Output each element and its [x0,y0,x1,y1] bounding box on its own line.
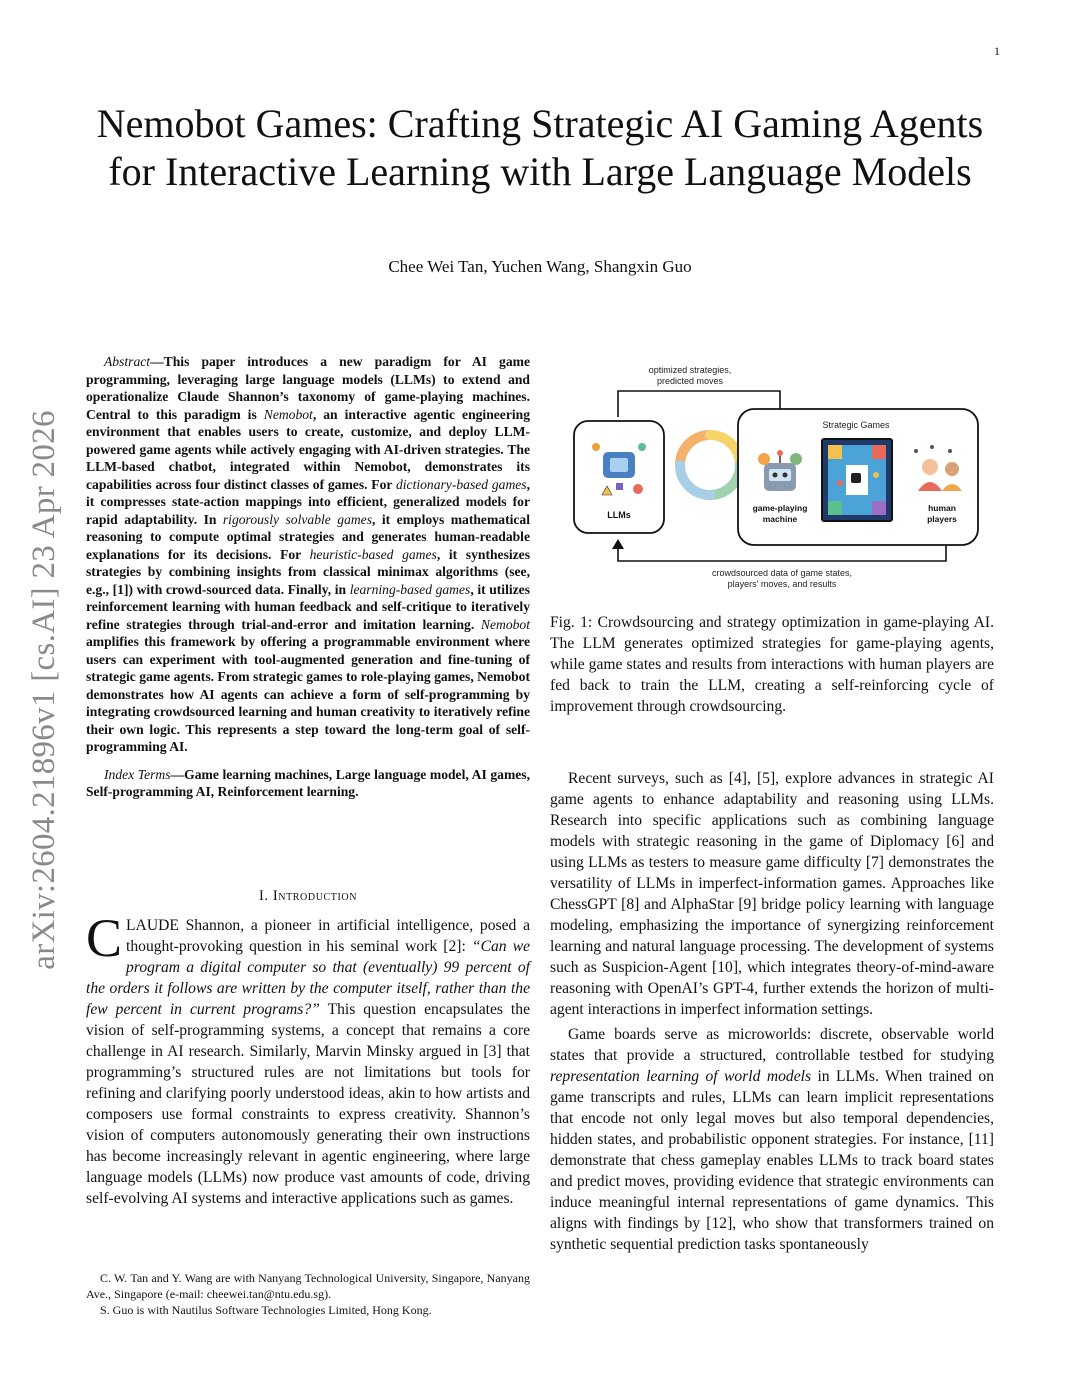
abstract-body: Abstract—This paper introduces a new paradigm for AI game programming, leveraging large language models (LLMs) to extend and operationalize Claude Shannon’s taxonomy of game-playing machines. Central to this paradigm is Nemobot, an interactive agentic engineering environment that enables users to create, customize, and deploy LLM-powered game agents while actively engaging with AI-driven strategies. The LLM-based chatbot, integrated within Nemobot, demonstrates its capabilities across four distinct classes of games. For dictionary-based games, it compresses state-action mappings into efficient, generalized models for rapid adaptability. In rigorously solvable games, it employs mathematical reasoning to compute optimal strategies and generates human-readable explanations for its decisions. For heuristic-based games, it synthesizes strategies by combining insights from classical minimax algorithms (see, e.g., [1]) with crowd-sourced data. Finally, in learning-based games, it utilizes reinforcement learning with human feedback and self-critique to iteratively refine strategies through trial-and-error and imitation learning. Nemobot amplifies this framework by offering a programmable environment where users can experiment with tool-augmented generation and fine-tuning of strategic game agents. From strategic games to role-playing games, Nemobot demonstrates how AI agents can achieve a form of self-programming by integrating crowdsourced learning and human creativity to iteratively refine their own logic. This represents a step toward the long-term goal of self-programming AI. [86,354,530,754]
section-heading-introduction: I. Introduction [258,888,358,904]
drop-cap: C [86,908,123,968]
bottom-arrow-label-1: crowdsourced data of game states, [711,568,853,578]
arxiv-identifier: arXiv:2604.21896v1 [cs.AI] 23 Apr 2026 [25,410,62,970]
page-number: 1 [994,44,1000,58]
players-label-1: human [928,503,956,513]
bottom-feedback-arrow [618,545,946,561]
llms-label: LLMs [607,510,631,520]
cycle-icon [680,435,740,495]
figure-caption: Fig. 1: Crowdsourcing and strategy optimization in game-playing AI. The LLM generates optimized strategies for game-playing agents, while game states and results from interactions with human players are fed back to train the LLM, creating a self-reinforcing cycle of improvement through crowdsourcing. [550,614,994,715]
paper-title: Nemobot Games: Crafting Strategic AI Gaming Agents for Interactive Learning with Large Language Models [96,101,984,194]
top-arrow-label-1: optimized strategies, [648,365,732,375]
right-column-body [550,768,994,1255]
machine-label-2: machine [762,514,798,524]
robot-icon [758,450,802,491]
abstract [86,353,530,801]
paragraph-related-work: Recent surveys, such as [4], [5], explore advances in strategic AI game agents to enhance adaptability and reasoning using LLMs. Research into specific applications such as combining language models with strategic reasoning in the game of Diplomacy [6] and using LLMs as testers to measure game difficulty [7] demonstrates the versatility of LLMs in imperfect-information games. Approaches like ChessGPT [8] and AlphaStar [9] bridge policy learning with language modeling, emphasizing the importance of synergizing reinforcement learning and natural language processing. The development of systems such as Suspicion-Agent [10], which integrates theory-of-mind-aware reasoning with OpenAI’s GPT-4, further extends the horizon of multi-agent interactions in imperfect information settings. [550,770,994,1018]
top-arrow-label-2: predicted moves [656,376,724,386]
introduction-paragraph: CLAUDE Shannon, a pioneer in artificial intelligence, posed a thought-provoking question in his seminal work [2]: “Can we program a digital computer so that (eventually) 99 percent of the orders it follows are written by the computer itself, rather than the few percent in current programs?” This question encapsulates the vision of self-programming systems, a concept that remains a core challenge in AI research. Similarly, Marvin Minsky argued in [3] that programming’s structured rules are not limitations but tools for refining and clarifying poorly understood ideas, akin to how artists and composers use formal constraints to express creativity. Shannon’s vision of computers autonomously generating their own instructions has become increasingly relevant in agentic engineering, where large language models (LLMs) now produce vast amounts of code, driving self-evolving AI systems and interactive applications such as games. [86,908,531,1207]
abstract-label: Abstract [104,354,151,369]
machine-label-1: game-playing [752,503,808,513]
footnote-1: C. W. Tan and Y. Wang are with Nanyang Technological University, Singapore, Nanyang Ave., Singapore (e-mail: cheewei.tan@ntu.edu.sg). [86,1271,530,1301]
footnote-2: S. Guo is with Nautilus Software Technologies Limited, Hong Kong. [100,1303,432,1317]
index-terms: Index Terms—Game learning machines, Large language model, AI games, Self-programming AI, Reinforcement learning. [86,766,530,799]
strategic-games-label: Strategic Games [822,420,890,430]
game-board-icon [822,439,892,521]
bottom-arrow-label-2: players' moves, and results [727,579,837,589]
players-label-2: players [927,514,957,524]
figure-1 [560,355,1000,595]
paragraph-game-boards: Game boards serve as microworlds: discrete, observable world states that provide a structured, controllable testbed for studying representation learning of world models in LLMs. When trained on game transcripts and rules, LLMs can learn implicit representations that encode not only legal moves but also temporal dependencies, hidden states, and probabilistic opponent strategies. For instance, [11] demonstrate that chess gameplay enables LLMs to track board states and predict moves, providing evidence that strategic environments can induce meaningful internal representations of game dynamics. This aligns with findings by [12], who show that transformers trained on synthetic sequential prediction tasks spontaneously [550,1026,994,1253]
shannon-quote: “Can we program a digital computer so that (eventually) 99 percent of the orders it follows are written by the computer itself, rather than the few percent in current programs?” [86,938,531,1018]
index-terms-label: Index Terms [104,766,171,782]
authors: Chee Wei Tan, Yuchen Wang, Shangxin Guo [388,257,692,276]
affiliation-footnote [86,1270,530,1318]
